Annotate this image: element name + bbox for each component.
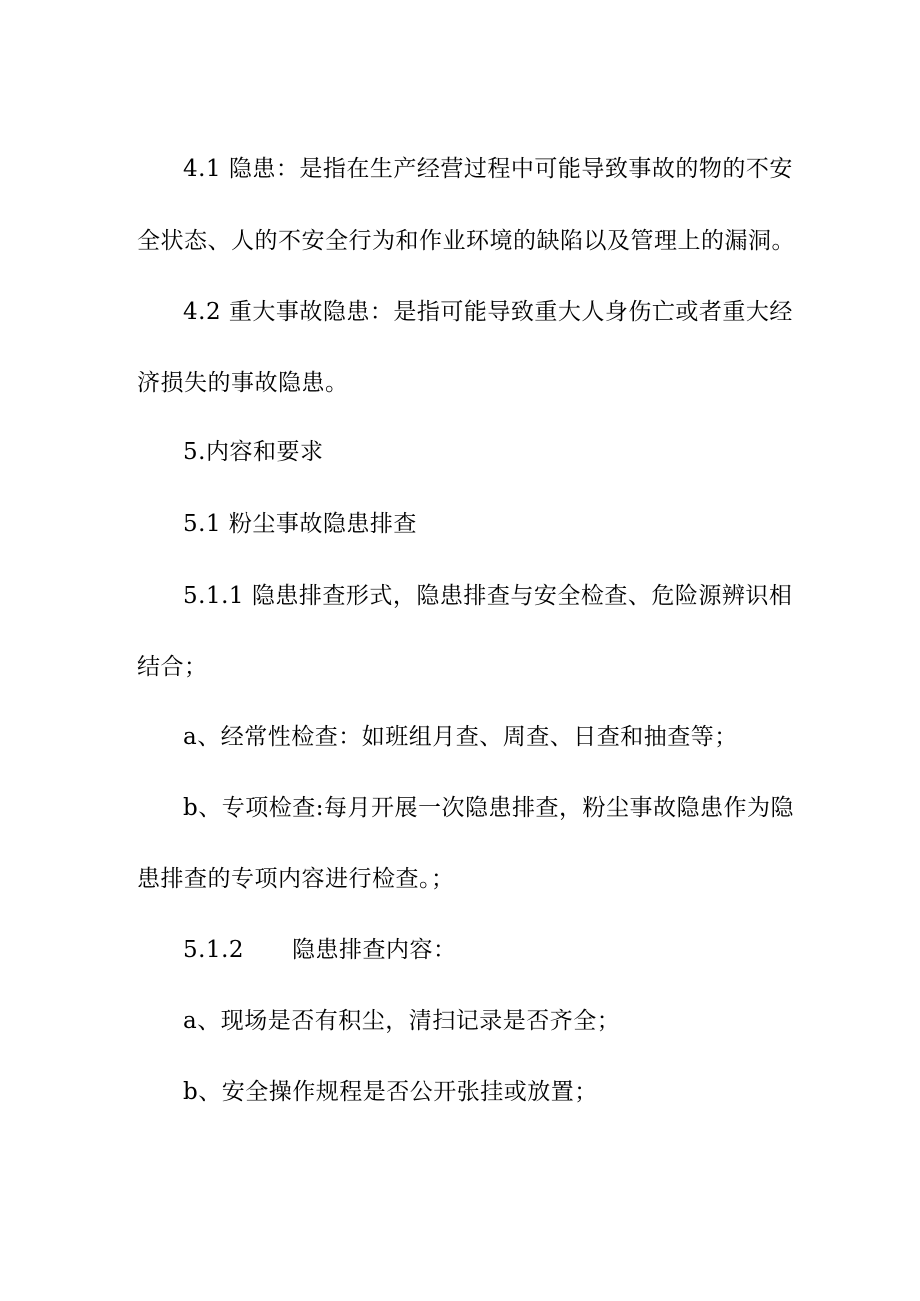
section-5-1-2-title: 隐患排查内容： (292, 937, 457, 963)
section-5-1-2-heading (183, 935, 457, 965)
section-5-1-heading: 5.1 粉尘事故隐患排查 (183, 511, 417, 537)
item-b-operating-rules: b、安全操作规程是否公开张挂或放置； (183, 1079, 598, 1105)
paragraph-4-2-line-2: 济损失的事故隐患。 (137, 370, 349, 396)
paragraph-5-1-1-line-1: 5.1.1 隐患排查形式，隐患排查与安全检查、危险源辨识相 (183, 583, 793, 609)
paragraph-4-2-line-1: 4.2 重大事故隐患：是指可能导致重大人身伤亡或者重大经 (183, 299, 793, 325)
section-5-1-2-number: 5.1.2 (183, 937, 245, 963)
paragraph-4-1-line-1: 4.1 隐患：是指在生产经营过程中可能导致事故的物的不安 (183, 156, 793, 182)
section-5-heading: 5.内容和要求 (183, 439, 324, 465)
item-b-special-check-line-1: b、专项检查:每月开展一次隐患排查，粉尘事故隐患作为隐 (183, 795, 794, 821)
item-a-dust-record: a、现场是否有积尘，清扫记录是否齐全； (183, 1008, 621, 1034)
item-a-regular-check: a、经常性检查：如班组月查、周查、日查和抽查等； (183, 724, 738, 750)
paragraph-4-1-line-2: 全状态、人的不安全行为和作业环境的缺陷以及管理上的漏洞。 (137, 228, 795, 254)
item-b-special-check-line-2: 患排查的专项内容进行检查。； (137, 866, 455, 892)
paragraph-5-1-1-line-2: 结合； (137, 654, 208, 680)
